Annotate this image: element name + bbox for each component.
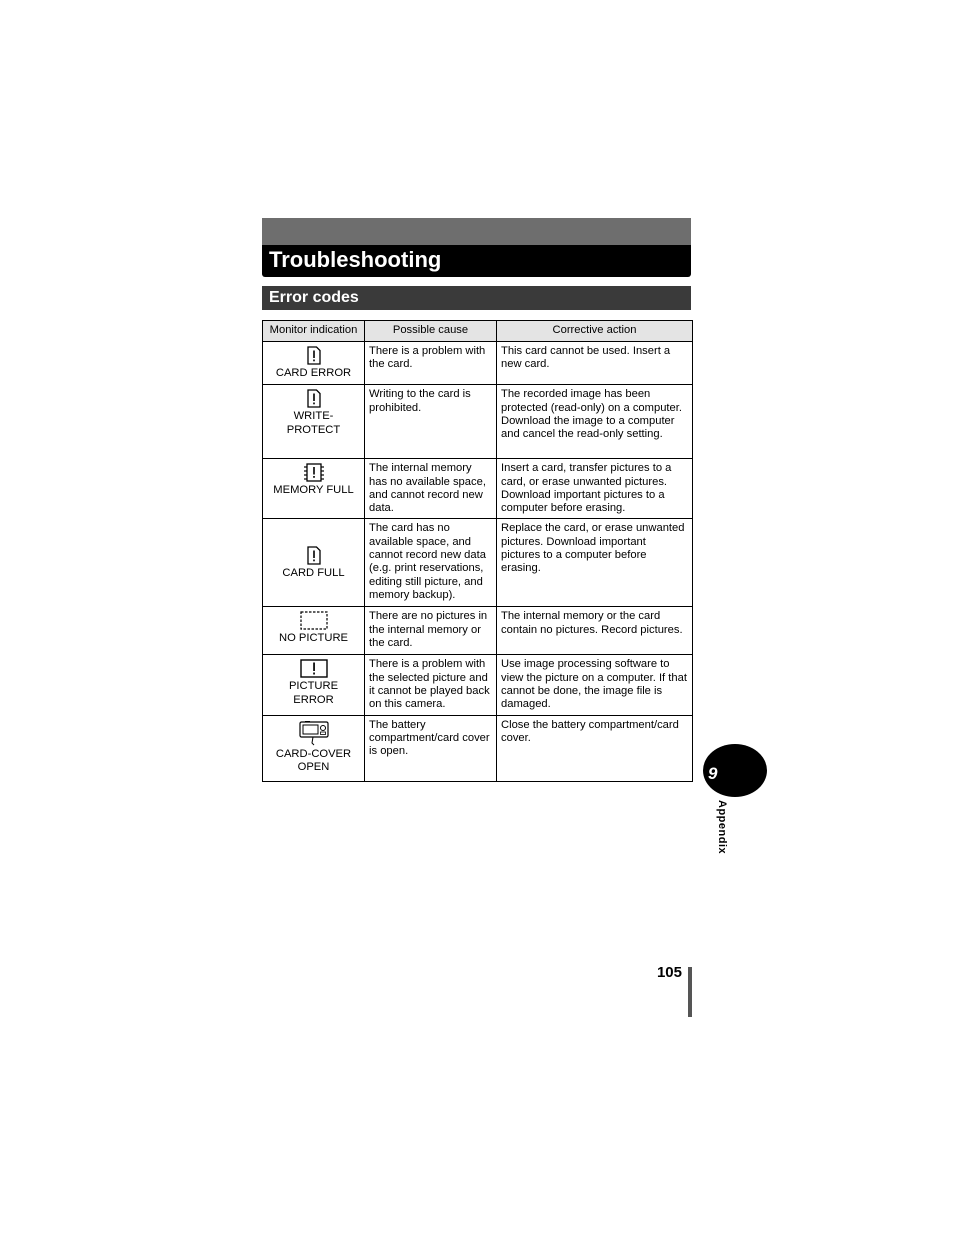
corrective-action-cell: Insert a card, transfer pictures to a card, or erase unwanted pictures. Download important pictures to a computer before erasing.	[497, 459, 693, 519]
corrective-action-cell: The internal memory or the card contain no pictures. Record pictures.	[497, 607, 693, 655]
column-header: Corrective action	[497, 321, 693, 342]
corrective-action-cell: Use image processing software to view the picture on a computer. If that cannot be done, the image file is damaged.	[497, 655, 693, 715]
chapter-number: 9	[708, 764, 718, 783]
no-picture-icon	[300, 611, 328, 630]
possible-cause-cell: Writing to the card is prohibited.	[365, 385, 497, 459]
column-header: Possible cause	[365, 321, 497, 342]
card-error-icon	[307, 346, 321, 365]
possible-cause-cell: There is a problem with the selected picture and it cannot be played back on this camera.	[365, 655, 497, 715]
indication-label: PICTURE ERROR	[288, 680, 339, 706]
corrective-action-cell: The recorded image has been protected (read-only) on a computer. Download the image to a computer and cancel the read-only setting.	[497, 385, 693, 459]
possible-cause-cell: There are no pictures in the internal memory or the card.	[365, 607, 497, 655]
corrective-action-cell: This card cannot be used. Insert a new card.	[497, 342, 693, 385]
table-row	[263, 342, 693, 385]
monitor-indication-cell	[263, 519, 365, 607]
indication-label: NO PICTURE	[279, 632, 348, 645]
page-title: Troubleshooting	[269, 247, 442, 272]
indication-label: WRITE-PROTECT	[286, 410, 341, 436]
table-row	[263, 655, 693, 715]
header-band	[262, 218, 691, 245]
monitor-indication-cell	[263, 607, 365, 655]
possible-cause-cell: The card has no available space, and cannot record new data (e.g. print reservations, editing still picture, and memory backup).	[365, 519, 497, 607]
table-row	[263, 715, 693, 781]
monitor-indication-cell	[263, 459, 365, 519]
table-row	[263, 385, 693, 459]
monitor-indication-cell	[263, 342, 365, 385]
memory-full-icon	[303, 463, 325, 482]
monitor-indication-cell	[263, 715, 365, 781]
indication-label: CARD-COVER OPEN	[275, 747, 352, 773]
possible-cause-cell: There is a problem with the card.	[365, 342, 497, 385]
chapter-label: Appendix	[716, 800, 728, 855]
possible-cause-cell: The battery compartment/card cover is open.	[365, 715, 497, 781]
monitor-indication-cell	[263, 385, 365, 459]
section-title: Error codes	[269, 289, 359, 306]
column-header: Monitor indication	[263, 321, 365, 342]
corrective-action-cell: Replace the card, or erase unwanted pictures. Download important pictures to a computer before erasing.	[497, 519, 693, 607]
picture-error-icon	[300, 659, 328, 678]
title-bar	[262, 245, 691, 277]
indication-label: CARD FULL	[282, 566, 345, 579]
table-row	[263, 607, 693, 655]
table-row	[263, 519, 693, 607]
page-number: 105	[656, 964, 682, 981]
monitor-indication-cell	[263, 655, 365, 715]
card-full-icon	[307, 546, 321, 565]
error-codes-table	[262, 320, 693, 782]
page-number-rule	[688, 967, 692, 1017]
section-bar	[262, 286, 691, 310]
indication-label: MEMORY FULL	[273, 484, 354, 497]
corrective-action-cell: Close the battery compartment/card cover.	[497, 715, 693, 781]
possible-cause-cell: The internal memory has no available space, and cannot record new data.	[365, 459, 497, 519]
table-row	[263, 459, 693, 519]
indication-label: CARD ERROR	[275, 367, 352, 379]
card-cover-open-icon	[299, 720, 329, 746]
table-header-row	[263, 321, 693, 342]
write-protect-icon	[307, 389, 321, 408]
